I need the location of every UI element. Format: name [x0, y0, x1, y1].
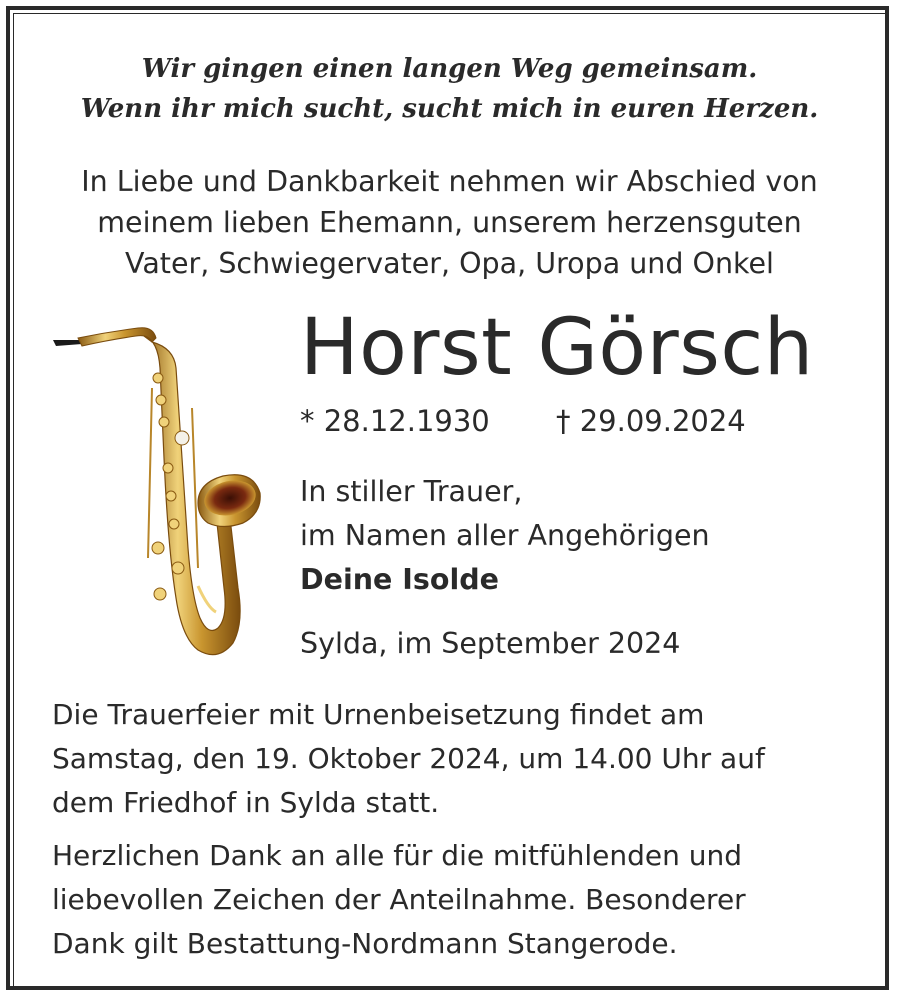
place-date: Sylda, im September 2024 [300, 627, 681, 660]
funeral-line-1: Die Trauerfeier mit Urnenbeisetzung findet am [52, 698, 705, 731]
saxophone-icon [48, 318, 263, 668]
intro-line-2: meinem lieben Ehemann, unserem herzensguten [97, 206, 802, 239]
death-date: † 29.09.2024 [556, 404, 746, 438]
thanks-line-1: Herzlichen Dank an alle für die mitfühlenden und [52, 839, 743, 872]
funeral-info [52, 693, 765, 825]
signature: Deine Isolde [300, 563, 499, 596]
birth-date: * 28.12.1930 [300, 404, 490, 438]
mourning-line-2: im Namen aller Angehörigen [300, 519, 710, 552]
mourning-block [300, 470, 710, 602]
thanks-line-2: liebevollen Zeichen der Anteilnahme. Besonderer [52, 883, 746, 916]
intro-line-1: In Liebe und Dankbarkeit nehmen wir Abschied von [81, 165, 818, 198]
motto [0, 49, 899, 129]
funeral-line-2: Samstag, den 19. Oktober 2024, um 14.00 Uhr auf [52, 742, 765, 775]
mourning-line-1: In stiller Trauer, [300, 475, 523, 508]
intro-line-3: Vater, Schwiegervater, Opa, Uropa und Onkel [125, 247, 774, 280]
motto-line-1: Wir gingen einen langen Weg gemeinsam. [141, 54, 758, 84]
thanks-text [52, 834, 746, 966]
thanks-line-3: Dank gilt Bestattung-Nordmann Stangerode. [52, 927, 678, 960]
funeral-line-3: dem Friedhof in Sylda statt. [52, 786, 440, 819]
motto-line-2: Wenn ihr mich sucht, sucht mich in euren Herzen. [80, 94, 819, 124]
deceased-name: Horst Görsch [300, 303, 814, 393]
intro-text [0, 161, 899, 284]
